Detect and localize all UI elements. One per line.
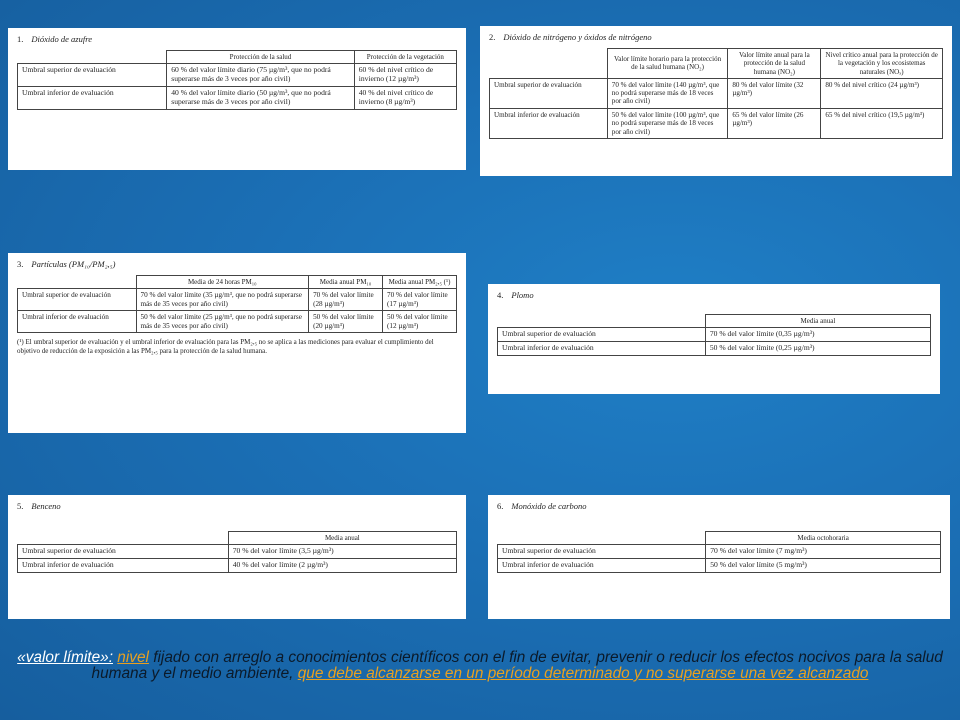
panel-title: 1. Dióxido de azufre <box>17 34 92 44</box>
definition-text <box>12 650 948 682</box>
panel-title: 4. Plomo <box>497 290 534 300</box>
panel-title: 3. Partículas (PM₁₀/PM₂,₅) <box>17 259 116 269</box>
term-label: «valor límite»: <box>17 649 113 666</box>
definition-body: fijado con arreglo a conocimientos científicos con el fin de evitar, prevenir o reducir los efectos nocivos para la salud humana y el medio ambiente, <box>91 649 943 682</box>
table-row: Umbral superior de evaluación 70 % del valor límite (3,5 µg/m³) <box>18 545 457 559</box>
footnote: (¹) El umbral superior de evaluación y el umbral inferior de evaluación para las PM₂,₅ no se aplica a las mediciones para evaluar el cumplimiento del objetivo de reducción de la exposición a las PM₂,₅ para la protección de la salud humana. <box>17 338 434 356</box>
table-row: Umbral inferior de evaluación 50 % del valor límite (5 mg/m³) <box>498 559 941 573</box>
table-row: Umbral superior de evaluación 60 % del valor límite diario (75 µg/m³, que no podrá superarse más de 3 veces por año civil) 60 % del nivel crítico de invierno (12 µg/m³) <box>18 64 457 87</box>
data-table: Protección de la salud Protección de la vegetación Umbral superior de evaluación 60 % del valor límite diario (75 µg/m³, que no podrá superarse más de 3 veces por año civil) 60 % del nivel crítico de invierno (12 µg/m³) Umbral inferior de evaluación 40 % del valor límite diario (50 µg/m³, que no podrá superarse más de 3 veces por año civil) 40 % del nivel crítico de invierno (8 µg/m³) <box>17 50 457 110</box>
panel-benceno <box>8 495 466 619</box>
panel-plomo <box>488 284 940 394</box>
table-row: Umbral superior de evaluación 70 % del valor límite (35 µg/m³, que no podrá superarse más de 35 veces por año civil) 70 % del valor límite (28 µg/m³) 70 % del valor límite (17 µg/m³) <box>18 289 457 311</box>
table-row: Umbral inferior de evaluación 50 % del valor límite (100 µg/m³, que no podrá superarse más de 18 veces por año civil) 65 % del valor límite (26 µg/m³) 65 % del nivel crítico (19,5 µg/m³) <box>490 108 943 138</box>
data-table: Media anual Umbral superior de evaluación 70 % del valor límite (0,35 µg/m³) Umbral inferior de evaluación 50 % del valor límite (0,25 µg/m³) <box>497 314 931 356</box>
table-row: Umbral superior de evaluación 70 % del valor límite (0,35 µg/m³) <box>498 328 931 342</box>
panel-title: 6. Monóxido de carbono <box>497 501 587 511</box>
data-table: Media de 24 horas PM₁₀ Media anual PM₁₀ Media anual PM₂,₅ (¹) Umbral superior de evaluación 70 % del valor límite (35 µg/m³, que no podrá superarse más de 35 veces por año civil) 70 % del valor límite (28 µg/m³) 70 % del valor límite (17 µg/m³) Umbral inferior de evaluación 50 % del valor límite (25 µg/m³, que no podrá superarse más de 35 veces por año civil) 50 % del valor límite (20 µg/m³) 50 % del valor límite (12 µg/m³) <box>17 275 457 333</box>
panel-dioxido-nitrogeno <box>480 26 952 176</box>
table-row: Umbral superior de evaluación 70 % del valor límite (7 mg/m³) <box>498 545 941 559</box>
table-row: Umbral inferior de evaluación 40 % del valor límite diario (50 µg/m³, que no podrá superarse más de 3 veces por año civil) 40 % del nivel crítico de invierno (8 µg/m³) <box>18 87 457 110</box>
table-row: Umbral inferior de evaluación 40 % del valor límite (2 µg/m³) <box>18 559 457 573</box>
panel-dioxido-azufre <box>8 28 466 170</box>
data-table: Media octohoraria Umbral superior de evaluación 70 % del valor límite (7 mg/m³) Umbral inferior de evaluación 50 % del valor límite (5 mg/m³) <box>497 531 941 573</box>
panel-title: 2. Dióxido de nitrógeno y óxidos de nitrógeno <box>489 32 652 42</box>
table-row: Umbral superior de evaluación 70 % del valor límite (140 µg/m³, que no podrá superarse más de 18 veces por año civil) 80 % del valor límite (32 µg/m³) 80 % del nivel crítico (24 µg/m³) <box>490 78 943 108</box>
panel-particulas <box>8 253 466 433</box>
panel-monoxido-carbono <box>488 495 950 619</box>
data-table: Valor límite horario para la protección de la salud humana (NO₂) Valor límite anual para la protección de la salud humana (NO₂) Nivel crítico anual para la protección de la vegetación y los ecosistemas naturales (NOₓ) Umbral superior de evaluación 70 % del valor límite (140 µg/m³, que no podrá superarse más de 18 veces por año civil) 80 % del valor límite (32 µg/m³) 80 % del nivel crítico (24 µg/m³) Umbral inferior de evaluación 50 % del valor límite (100 µg/m³, que no podrá superarse más de 18 veces por año civil) 65 % del valor límite (26 µg/m³) 65 % del nivel crítico (19,5 µg/m³) <box>489 48 943 139</box>
panel-title: 5. Benceno <box>17 501 61 511</box>
alcanzarse-link[interactable]: que debe alcanzarse en un período determinado y no superarse una vez alcanzado <box>297 665 869 682</box>
data-table: Media anual Umbral superior de evaluación 70 % del valor límite (3,5 µg/m³) Umbral inferior de evaluación 40 % del valor límite (2 µg/m³) <box>17 531 457 573</box>
table-row: Umbral inferior de evaluación 50 % del valor límite (25 µg/m³, que no podrá superarse más de 35 veces por año civil) 50 % del valor límite (20 µg/m³) 50 % del valor límite (12 µg/m³) <box>18 311 457 333</box>
table-row: Umbral inferior de evaluación 50 % del valor límite (0,25 µg/m³) <box>498 342 931 356</box>
nivel-link[interactable]: nivel <box>117 649 149 666</box>
